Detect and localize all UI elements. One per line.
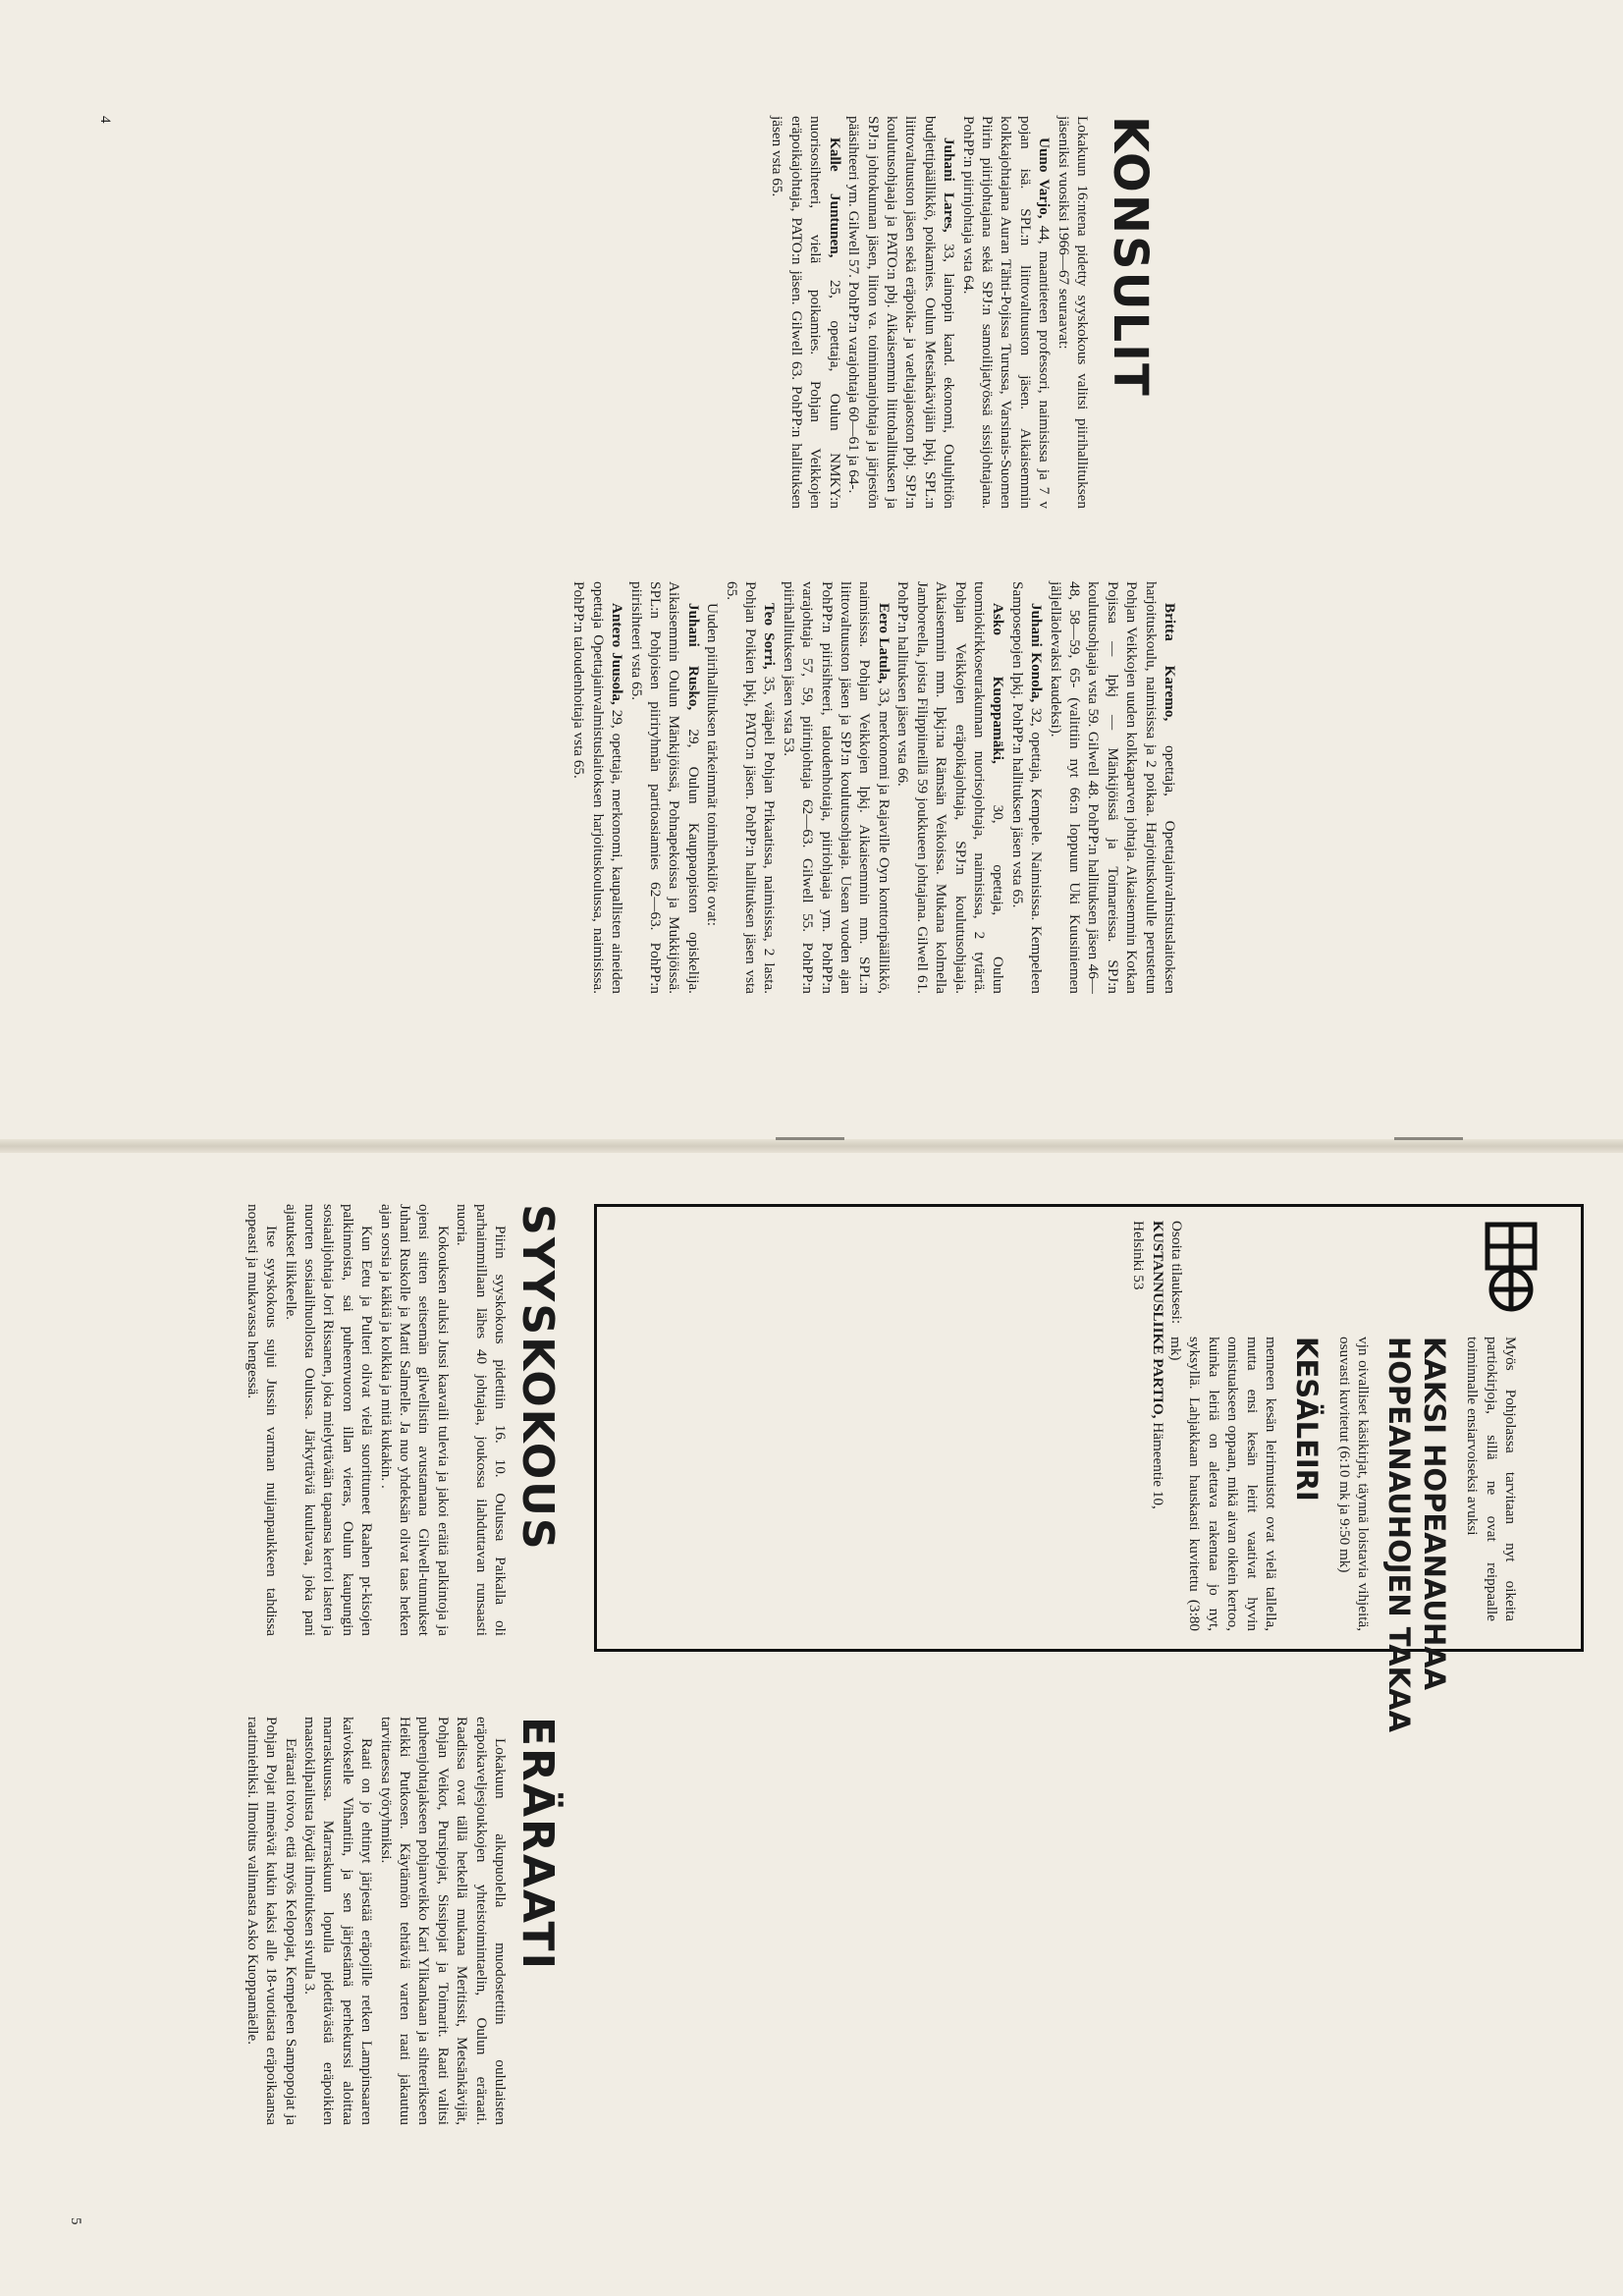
member-entry (626, 581, 703, 994)
member-bio: 33, lainopin kand. ekonomi, Oulujhtiön budjettipäällikkö, poikamies. Oulun Metsänkävijäin lpkj, SPL:n liittovaltuuston jäsen sekä eräpoika- ja vaeltajajaoston pbj. SPJ:n koulutusohjaaja ja PATO:n pbj. Aikaisemmin liittohallituksen ja SPJ:n johtokunnan jäsen, liiton va. toiminnanjohtaja ja järjestön pääsihteeri ym. Gilwell 57. PohPP:n varajohtaja 60—61 ja 64-. (845, 116, 958, 509)
ad-title-line-2: HOPEANAUHOJEN TAKAA (1382, 1337, 1416, 1733)
member-name: Teo Sorri, (761, 603, 779, 670)
member-bio: 33, merkonomi ja Rajaville Oyn konttoripäällikkö, naimisissa. Pohjan Veikkojen lpkj. Aikaisemmin mm. SPL:n liittovaltuuston jäsen ja SPJ:n koulutusohjaaja. Usean vuoden ajan PohPP:n piirisihteeri, taloudenhoitaja, piiriohjaaja ym. PohPP:n varajohtaja 57, 59, piirinjohtaja 62—63. Gilwell 55. PohPP:n piirihallituksen jäsen vsta 53. (780, 581, 893, 994)
member-bio: 25, opettaja, Oulun NMKY:n nuorisosihteeri, vielä poikamies. Pohjan Veikkojen eräpoikajohtaja, PATO:n jäsen. Gilwell 63. PohPP:n hallituksen jäsen vsta 65. (769, 116, 843, 509)
ad-handbooks-text: vjn oivalliset käsikirjat, täynnä loistavia vihjeitä, osuvasti kuvitetut (6:10 mk ja 9:50 mk) (1335, 1337, 1372, 1631)
eraraati-paragraph: Eräraati toivoo, että myös Kelopojat, Kempeleen Sampopojat ja Pohjan Pojat nimeävät kukin kaksi alle 18-vuotiasta eräpoikaansa raatimiehiksi. Ilmoitus valinnasta Asko Kuoppamäelle. (243, 1717, 299, 2125)
page-number-4: 4 (97, 116, 113, 124)
member-entry (893, 581, 1007, 994)
order-address (1148, 1221, 1166, 1633)
member-name: Kalle Juntunen, (826, 137, 843, 258)
page-4 (0, 0, 1623, 1143)
konsulit-title: KONSULIT (1103, 116, 1158, 398)
eraraati-column (243, 1717, 510, 2125)
member-entry (1046, 581, 1179, 994)
syyskokous-column (243, 1204, 510, 1636)
syyskokous-title: SYYSKOKOUS (513, 1204, 563, 1552)
member-bio: 35, vääpeli Pohjan Prikaatissa, naimisissa, 2 lasta. Pohjan Poikien lpkj, PATO:n jäsen. PohPP:n hallituksen jäsen vsta 65. (723, 581, 779, 994)
konsulit-column-1 (768, 116, 1092, 509)
member-bio: 44, maantieteen professori, naimisissa ja 7 v pojan isä. SPL:n liittovaltuuston jäsen. Aikaisemmin kolkkajohtajana Auran Tähti-Pojissa Turussa, Varsinais-Suomen Piirin piirijohtajana sekä SPJ:n samoilijatyössä sissijohtajana. PohPP:n piirinjohtaja vsta 64. (959, 116, 1054, 509)
publisher-street: Hämeentie 10, (1149, 1418, 1166, 1509)
member-bio: 30, opettaja, Oulun tuomiokirkkoseurakunnan nuorisojohtaja, naimisissa, 2 tytärtä. Pohjan Veikkojen eräpoikajohtaja, SPJ:n koulutusohjaaja. Aikaisemmin mm. lpkj:na Rämsän Veikoissa. Mukana kolmella Jamboreella, joista Filippiineillä 59 joukkueen johtajana. Gilwell 61. PohPP:n hallituksen jäsen vsta 66. (894, 581, 1007, 995)
syyskokous-paragraph: Kokouksen aluksi Jussi kaavaili tulevia ja jakoi eräitä palkintoja ja ojensi sitten seitsemän gilwellistin avustamana Gilwell-tunnukset Juhani Ruskolle ja Matti Salmelle. Ja nuo yhdeksän olivat taas hetken ajan sorsia ja käkiä ja kolkkia ja mitä kukakin. . (377, 1204, 452, 1636)
ad-intro-text: Myös Pohjolassa tarvitaan nyt oikeita partiokirjoja, sillä ne ovat reippaalle toiminnalle ensiarvoiseksi avuksi (1464, 1337, 1519, 1621)
member-entry (1007, 581, 1046, 994)
officials-intro (703, 581, 722, 994)
member-bio: 29, Oulun Kauppaopiston opiskelija. Aikaisemmin Oulun Mänkijöissä, Pohnapekoissa ja Mukkijöissä. SPL:n Pohjoisen piiriryhmän partioasiamies 62—63. PohPP:n piirisihteeri vsta 65. (627, 581, 702, 994)
member-name: Britta Karemo, (1162, 603, 1178, 722)
member-name: Juhani Lares, (941, 137, 958, 233)
page-5 (0, 1157, 1623, 2296)
member-entry (844, 116, 958, 509)
page-number-5: 5 (68, 2217, 83, 2225)
ad-subtitle-kesaleiri: KESÄLEIRI (1290, 1337, 1324, 1502)
member-bio: 29, opettaja, merkonomi, kaupallisten aineiden opettaja Opettajainvalmistuslaitoksen harjoituskoulussa, naimisissa. PohPP:n taloudenhoitaja vsta 65. (570, 581, 626, 994)
ad-title-line-1: KAKSI HOPEANAUHAA (1418, 1337, 1451, 1691)
member-entry (779, 581, 893, 994)
member-bio: 32, opettaja, Kempele. Naimisissa. Kempeleen Samposepojen lpkj. PohPP:n hallituksen jäsen vsta 65. (1008, 581, 1046, 994)
ad-order-info (1129, 1221, 1186, 1633)
publisher-logo-icon (1476, 1221, 1546, 1315)
publisher-city: Helsinki 53 (1130, 1221, 1148, 1290)
syyskokous-paragraph: Itse syyskokous sujui Jussin varman nuijanpaukkeen tahdissa nopeasti ja mukavassa hengessä. (243, 1204, 281, 1636)
eraraati-paragraph: Raati on jo ehtinyt järjestää eräpojille retken Lampinsaaren kaivokselle Vihantiin, ja sen järjestämä perhekurssi aloittaa marraskuussa. Marraskuun lopulla pidettävästä eräpoikien maastokilpailusta löydät ilmoituksen sivulla 3. (300, 1717, 376, 2125)
syyskokous-paragraph: Piirin syyskokous pidettiin 16. 10. Oulussa Paikalla oli parhaimmillaan lähes 40 johtajaa, joukossa ilahduttavan runsaasti nuoria. (454, 1204, 509, 1636)
konsulit-column-2 (569, 581, 1179, 994)
member-name: Asko Kuoppamäki, (990, 603, 1007, 764)
member-name: Juhani Rusko, (684, 603, 702, 711)
syyskokous-paragraph: Kun Eetu ja Pulteri olivat vielä suorittuneet Raahen pt-kisojen palkinnoista, sai puheenvuoron illan vieras, Oulun kaupungin sosiaalijohtaja Jori Rissanen, joka mielyttävään tapaansa kertoi lasten ja nuorten sosiaalihuollosta Oulussa. Järkyttäviä kuultavaa, joka pani ajatukset liikkeelle. (282, 1204, 376, 1636)
member-bio: opettaja, Opettajainvalmistuslaitoksen harjoituskoulu, naimisissa ja 2 poikaa. Harjoituskoululle perustetun Pohjan Veikkojen uuden kolkkaparven johtaja. Aikaisemmin Kotkan Pojissa — lpkj — Mänkijöissä ja Toimareissa. SPJ:n koulutusohjaaja vsta 59. Gilwell 48. PohPP:n hallituksen jäsen 46—48, 58—59, 65- (valittiin nyt 66:n loppuun Uki Kuusiniemen jäljelläolevaksi kaudeksi). (1047, 581, 1178, 994)
intro-paragraph (1054, 116, 1092, 509)
member-entry (722, 581, 779, 994)
member-entry (768, 116, 844, 509)
member-name: Eero Latula, (875, 603, 893, 684)
paragraph-text: Lokakuun 16:ntena pidetty syyskokous valitsi piirihallituksen jäseniksi vuosiksi 1966—67 seuraavat: (1055, 116, 1091, 509)
member-name: Juhani Konola, (1028, 603, 1046, 703)
publisher-name: KUSTANNUSLIIKE PARTIO, (1149, 1221, 1166, 1419)
member-name: Antero Juusola, (609, 603, 626, 705)
order-label: Osoita tilauksesi: (1168, 1221, 1185, 1325)
member-name: Uuno Varjo, (1036, 137, 1054, 219)
ad-kesaleiri-text: menneen kesän leirimuistot ovat vielä tallella, mutta ensi kesän leirit vaativat hyvin onnistuakseen oppaan, mikä aivan oikein kertoo, kuinka leiriä on alettava rakentaa jo nyt, syksyllä. Lahjakkaan hauskasti kuvitettu (3:80 mk) (1166, 1337, 1279, 1631)
book-advertisement (594, 1204, 1584, 1733)
eraraati-paragraph: Lokakuun alkupuolella muodostettiin oululaisten eräpoikaveljesjoukkojen yhteistoimintaelin, Oulun eräraati. Raadissa ovat tällä hetkellä mukana Meritissit, Metsänkävijät, Pohjan Veikot, Pursipojat, Sissipojat ja Toimarit. Raati valitsi puheenjohtajakseen pohjanveikko Kari Ylikankaan ja sihteerikseen Heikki Putkosen. Käytännön tehtäviä varten raati jakautuu tarvittaessa työryhmiksi. (377, 1717, 509, 2125)
eraraati-title: ERÄRAATI (513, 1717, 563, 1971)
member-entry (569, 581, 626, 994)
paragraph-text: Uuden piirihallituksen tärkeimmät toimihenkilöt ovat: (704, 603, 722, 927)
member-entry (958, 116, 1054, 509)
